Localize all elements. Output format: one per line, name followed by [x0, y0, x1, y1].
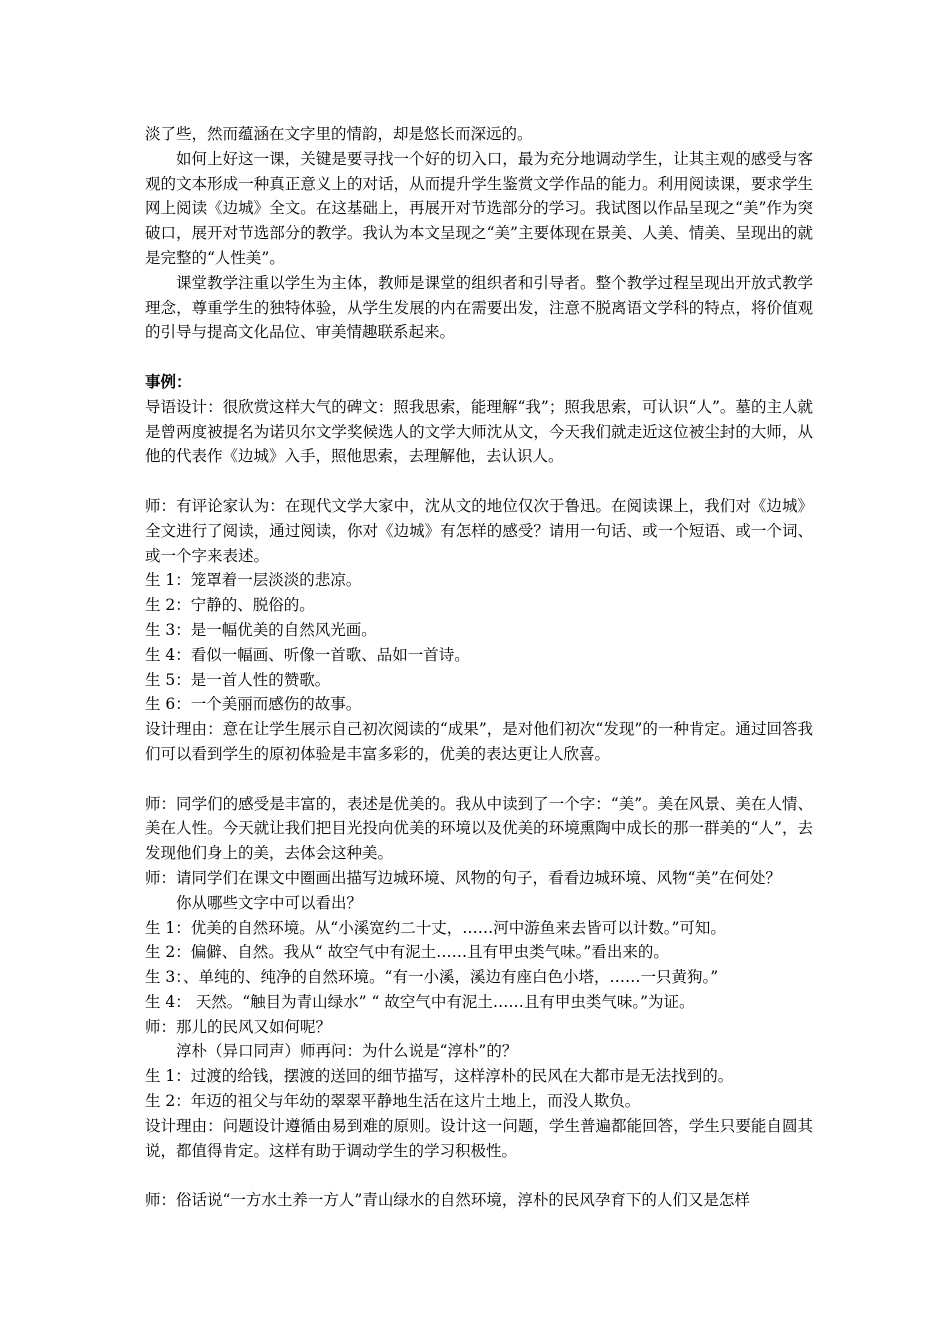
spacer: [145, 469, 813, 494]
teacher-question-3: 师：那儿的民风又如何呢？: [145, 1017, 332, 1036]
spacer: [145, 767, 813, 792]
student-answer: 生 4：看似一幅画、听像一首歌、品如一首诗。: [145, 645, 470, 664]
document-body: [145, 122, 813, 1213]
teacher-question-4: 淳朴（异口同声）师再问：为什么说是“淳朴”的？: [176, 1042, 518, 1061]
student-answer: 生 5：是一首人性的赞歌。: [145, 670, 331, 689]
intro-paragraph-0: 淡了些，然而蕴涵在文字里的情韵，却是悠长而深远的。: [145, 125, 533, 143]
student-answer: 生 2：宁静的、脱俗的。: [145, 596, 315, 615]
student-answer: 生 6：一个美丽而感伤的故事。: [145, 695, 362, 714]
teacher-statement-final: 师：俗话说“一方水土养一方人”青山绿水的自然环境，淳朴的民风孕育下的人们又是怎样: [145, 1191, 750, 1210]
student-answer: 生 2：年迈的祖父与年幼的翠翠平静地生活在这片土地上，而没人欺负。: [145, 1092, 641, 1111]
student-answer: 生 1：笼罩着一层淡淡的悲凉。: [145, 571, 362, 590]
spacer: [145, 1163, 813, 1188]
teacher-question-2: 师：请同学们在课文中圈画出描写边城环境、风物的句子，看看边城环境、风物“美”在何处？: [145, 868, 781, 887]
student-answer: 生 3：是一幅优美的自然风光画。: [145, 620, 377, 639]
student-answer: 生 1：过渡的给钱，摆渡的送回的细节描写，这样淳朴的民风在大都市是无法找到的。: [145, 1067, 734, 1086]
intro-paragraph-1: 如何上好这一课，关键是要寻找一个好的切入口，最为充分地调动学生，让其主观的感受与客观的文本形成一种真正意义上的对话，从而提升学生鉴赏文学作品的能力。利用阅读课，要求学生网上阅读《边城》全文。在这基础上，再展开对节选部分的学习。我试图以作品呈现之“美”作为突破口，展开对节选部分的教学。我认为本文呈现之“美”主要体现在景美、人美、情美、呈现出的就是完整的“人性美”。: [145, 149, 813, 267]
student-answer: 生 1：优美的自然环境。从“小溪宽约二十丈，……河中游鱼来去皆可以计数。”可知。: [145, 918, 726, 937]
example-heading: 事例：: [145, 371, 192, 391]
intro-paragraph-2: 课堂教学注重以学生为主体，教师是课堂的组织者和引导者。整个教学过程呈现出开放式教学理念，尊重学生的独特体验，从学生发展的内在需要出发，注意不脱离语文学科的特点，将价值观的引导与提高文化品位、审美情趣联系起来。: [145, 273, 813, 342]
guide-paragraph: 导语设计：很欣赏这样大气的碑文：照我思索，能理解“我”；照我思索，可认识“人”。墓的主人就是曾两度被提名为诺贝尔文学奖候选人的文学大师沈从文，今天我们就走近这位被尘封的大师，从他的代表作《边城》入手，照他思索，去理解他，去认识人。: [145, 397, 813, 466]
teacher-statement: 师：同学们的感受是丰富的，表述是优美的。我从中读到了一个字：“美”。美在风景、美在人情、美在人性。今天就让我们把目光投向优美的环境以及优美的环境熏陶中成长的那一群美的“人”，去发现他们身上的美，去体会这种美。: [145, 794, 813, 863]
student-answer: 生 3：、单纯的、纯净的自然环境。“有一小溪，溪边有座白色小塔，……一只黄狗。”: [145, 968, 719, 987]
student-answer: 生 4： 天然。“触目为青山绿水” “ 故空气中有泥土……且有甲虫类气味。”为证。: [145, 992, 695, 1011]
design-rationale-2: 设计理由：问题设计遵循由易到难的原则。设计这一问题，学生普遍都能回答，学生只要能自圆其说，都值得肯定。这样有助于调动学生的学习积极性。: [145, 1116, 813, 1160]
design-rationale-1: 设计理由：意在让学生展示自己初次阅读的“成果”，是对他们初次“发现”的一种肯定。通过回答我们可以看到学生的原初体验是丰富多彩的，优美的表达更让人欣喜。: [145, 720, 813, 763]
teacher-question-2b: 你从哪些文字中可以看出？: [176, 893, 363, 912]
spacer: [145, 345, 813, 370]
student-answer: 生 2：偏僻、自然。我从“ 故空气中有泥土……且有甲虫类气味。”看出来的。: [145, 943, 669, 962]
teacher-question-1: 师：有评论家认为：在现代文学大家中，沈从文的地位仅次于鲁迅。在阅读课上，我们对《边城》全文进行了阅读，通过阅读，你对《边城》有怎样的感受？请用一句话、或一个短语、或一个词、或一个字来表述。: [145, 496, 813, 565]
